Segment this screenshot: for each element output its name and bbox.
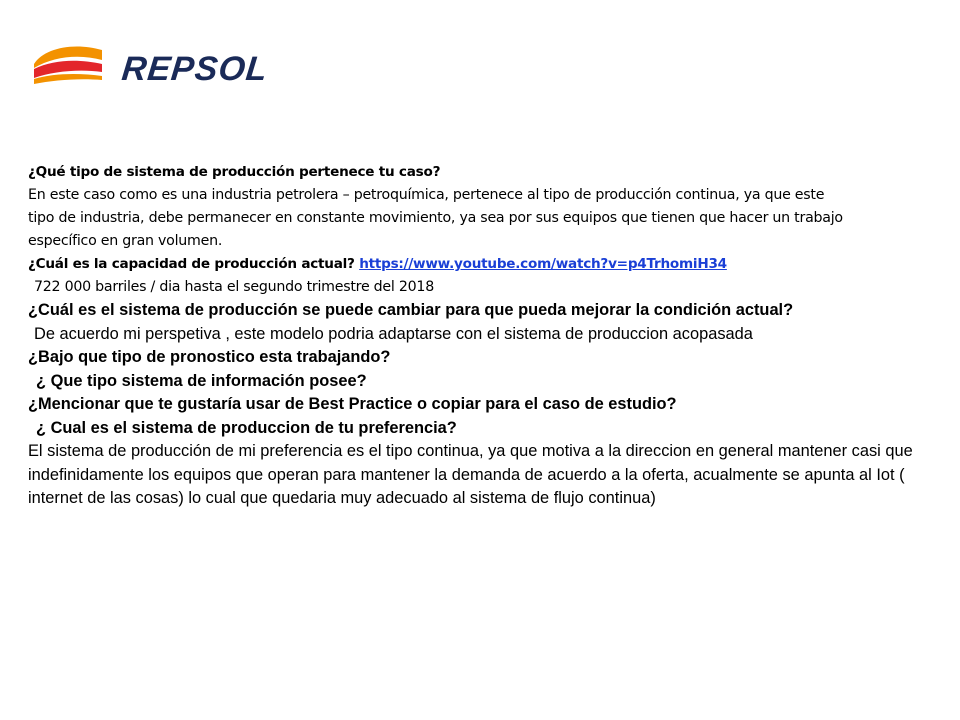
document-body <box>28 161 938 511</box>
answer-capacity: 722 000 barriles / dia hasta el segundo trimestre del 2018 <box>34 279 434 295</box>
youtube-link[interactable]: https://www.youtube.com/watch?v=p4TrhomiH34 <box>359 256 727 272</box>
question-production-type: ¿Qué tipo de sistema de producción pertenece tu caso? <box>28 164 441 180</box>
repsol-flame-icon <box>30 42 110 98</box>
answer-line: específico en gran volumen. <box>28 233 223 249</box>
question-forecast: ¿Bajo que tipo de pronostico esta trabajando? <box>28 348 391 366</box>
question-best-practice: ¿Mencionar que te gustaría usar de Best Practice o copiar para el caso de estudio? <box>28 395 677 413</box>
brand-wordmark: REPSOL <box>120 50 270 88</box>
question-preference: ¿ Cual es el sistema de produccion de tu preferencia? <box>36 418 457 437</box>
answer-preference: El sistema de producción de mi preferencia es el tipo continua, ya que motiva a la direccion en general mantener casi que indefinidamente los equipos que operan para mantener la demanda de acuerdo a la oferta, acualmente se apunta al Iot ( internet de las cosas) lo cual que quedaria muy adecuado al sistema de flujo continua) <box>28 442 913 507</box>
repsol-logo <box>30 42 290 98</box>
answer-improvement: De acuerdo mi perspetiva , este modelo podria adaptarse con el sistema de produccion acopasada <box>34 324 753 343</box>
answer-line: En este caso como es una industria petrolera – petroquímica, pertenece al tipo de producción continua, ya que este <box>28 187 825 203</box>
question-improvement: ¿Cuál es el sistema de producción se puede cambiar para que pueda mejorar la condición actual? <box>28 301 794 319</box>
answer-line: tipo de industria, debe permanecer en constante movimiento, ya sea por sus equipos que tienen que hacer un trabajo <box>28 210 843 226</box>
question-information-system: ¿ Que tipo sistema de información posee? <box>36 371 367 390</box>
question-capacity-text: ¿Cuál es la capacidad de producción actual? <box>28 256 360 272</box>
question-capacity <box>28 253 938 276</box>
